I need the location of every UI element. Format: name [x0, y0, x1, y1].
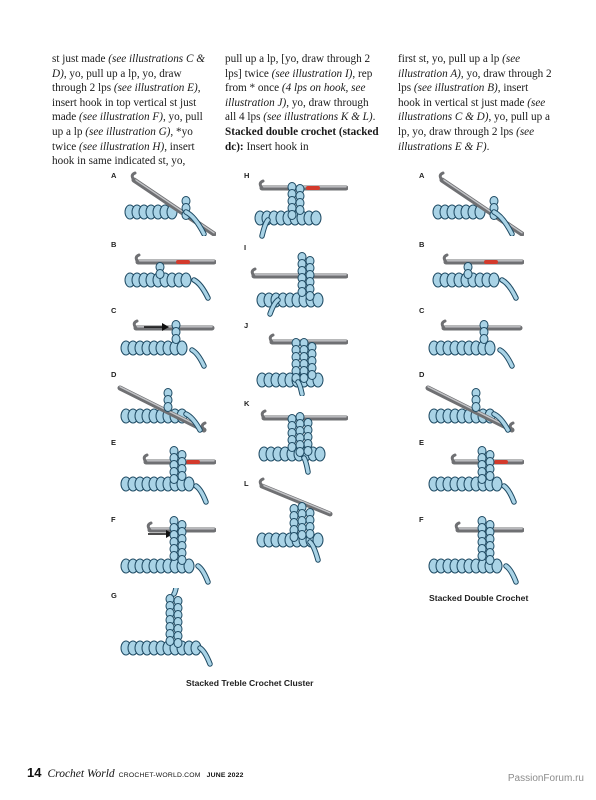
stitch-loop — [308, 371, 316, 380]
illustration-ref: (see illustration G) — [85, 125, 171, 138]
stitch-illustration-c — [424, 302, 524, 370]
hook-head — [452, 455, 455, 462]
hook-head — [444, 255, 447, 262]
figure-label: L — [244, 479, 249, 488]
stitch-loop — [296, 206, 304, 215]
stitch-illustration-d — [116, 366, 216, 434]
illustration-ref: (see illustrations E & F) — [398, 125, 535, 153]
hook-head — [260, 181, 263, 188]
illustration-ref: (see illustration H) — [79, 140, 165, 153]
text-run: , yo, pull up a lp, yo, draw through 2 lps — [398, 111, 550, 138]
stitch-loop — [478, 552, 486, 561]
stitch-loop — [478, 475, 486, 484]
hook-head — [144, 455, 147, 462]
stitch-loop — [472, 403, 480, 412]
stitch-illustration-f — [424, 508, 524, 588]
stitch-illustration-a — [424, 168, 524, 236]
text-column-1 — [52, 52, 207, 169]
column-1-paragraph — [52, 52, 207, 169]
stitch-illustration-k — [248, 396, 348, 476]
stitch-illustration-f — [116, 508, 216, 588]
illustration-ref: (see illustrations C & D) — [398, 96, 546, 124]
stitch-illustration-d — [424, 366, 524, 434]
hook-head — [148, 523, 151, 530]
text-run: pull up a lp, [yo, draw through 2 lps] twice — [225, 53, 371, 80]
hook-head — [132, 173, 135, 180]
stitch-loop — [298, 288, 306, 297]
text-run: , insert hook in top vertical st just made — [52, 82, 201, 124]
stitch-loop — [315, 447, 325, 461]
figure-label: D — [419, 370, 425, 379]
text-run: . — [372, 111, 376, 124]
stitch-loop — [296, 448, 304, 457]
stitch-illustration-g — [116, 588, 216, 668]
hook-head — [442, 321, 445, 328]
figure-label: F — [111, 515, 116, 524]
illustration-ref: (see illustration E) — [113, 82, 198, 95]
figure-caption: Stacked Treble Crochet Cluster — [186, 678, 314, 688]
text-run: , yo, pull up a lp — [52, 111, 203, 138]
stitch-loop — [288, 211, 296, 220]
stitch-loop — [178, 472, 186, 481]
text-run: , yo, draw through 2 lps — [398, 67, 552, 95]
hook-head — [252, 269, 255, 276]
issue-date: JUNE 2022 — [206, 772, 244, 779]
figure-label: C — [419, 306, 425, 315]
hook-head — [456, 523, 459, 530]
stitch-illustration-e — [424, 432, 524, 507]
figure-label: C — [111, 306, 117, 315]
stitch-loop — [306, 530, 314, 539]
column-2-paragraph — [225, 125, 380, 154]
figure-label: E — [111, 438, 117, 447]
figure-label: I — [244, 243, 247, 252]
figure-label: A — [419, 171, 425, 180]
text-run: Insert hook in — [246, 140, 309, 153]
stitch-loop — [290, 533, 298, 542]
hook-head — [270, 335, 273, 342]
figure-label: D — [111, 370, 117, 379]
illustration-ref: (4 lps on hook, see illustration J) — [225, 82, 366, 109]
illustration-ref: (see illustration A) — [398, 53, 521, 80]
stitch-loop — [156, 270, 164, 279]
stitch-loop — [164, 403, 172, 412]
figure-label: E — [419, 438, 425, 447]
hook-head — [134, 321, 137, 328]
yarn-strand — [174, 588, 176, 594]
text-run: , insert hook in same indicated st, yo, — [52, 140, 195, 168]
stitch-loop — [181, 273, 191, 287]
section-heading: Stacked double crochet (stacked dc): — [225, 125, 379, 153]
figure-caption: Stacked Double Crochet — [429, 593, 529, 603]
page-number: 14 — [27, 765, 42, 780]
stitch-loop — [298, 531, 306, 540]
website: CROCHET-WORLD.COM — [118, 772, 201, 779]
stitch-loop — [489, 273, 499, 287]
stitch-illustration-e — [116, 432, 216, 507]
text-run: , insert hook in vertical st just made — [398, 82, 529, 109]
text-column-2 — [225, 52, 380, 154]
figure-label: F — [419, 515, 424, 524]
stitch-loop — [480, 335, 488, 344]
hook-head — [510, 423, 513, 430]
hook-head — [202, 423, 205, 430]
stitch-loop — [178, 556, 186, 565]
stitch-illustration-i — [248, 240, 348, 318]
stitch-loop — [170, 552, 178, 561]
text-run: first st, yo, pull up a lp — [398, 53, 500, 65]
stitch-illustration-j — [248, 318, 348, 396]
text-run: , *yo twice — [52, 125, 193, 153]
stitch-illustration-b — [424, 236, 524, 304]
stitch-loop — [166, 637, 174, 646]
figure-label: H — [244, 171, 250, 180]
stitch-illustration-b — [116, 236, 216, 304]
text-run: , rep from * once — [225, 67, 373, 95]
figure-label: A — [111, 171, 117, 180]
watermark: PassionForum.ru — [507, 773, 584, 784]
stitch-loop — [288, 443, 296, 452]
hook-head — [440, 173, 443, 180]
stitch-illustration-a — [116, 168, 216, 236]
stitch-loop — [464, 270, 472, 279]
text-run: . — [486, 140, 490, 153]
figure-label: G — [111, 591, 117, 600]
text-run: st just made — [52, 53, 106, 65]
illustration-ref: (see illustrations C & D) — [52, 53, 205, 80]
stitch-illustration-l — [248, 476, 348, 568]
hook-head — [136, 255, 139, 262]
page-footer — [27, 765, 250, 781]
stitch-loop — [306, 292, 314, 301]
figure-label: J — [244, 321, 249, 330]
stitch-loop — [313, 293, 323, 307]
column-2-paragraph — [225, 52, 380, 125]
stitch-illustration-c — [116, 302, 216, 370]
column-3-paragraph — [398, 52, 553, 154]
text-run: , yo, draw through all 4 lps — [225, 96, 369, 124]
stitch-loop — [486, 472, 494, 481]
illustration-ref: (see illustration B) — [413, 82, 498, 95]
stitch-loop — [486, 556, 494, 565]
stitch-loop — [170, 475, 178, 484]
hook-head — [260, 479, 263, 486]
stitch-loop — [174, 639, 182, 648]
magazine-name: Crochet World — [47, 768, 115, 780]
stitch-loop — [172, 335, 180, 344]
text-run: , yo, pull up a lp, yo, draw through 2 lps — [52, 67, 182, 95]
stitch-loop — [304, 447, 312, 456]
stitch-illustration-h — [248, 168, 348, 240]
figure-label: K — [244, 399, 250, 408]
figure-label: B — [111, 240, 117, 249]
text-column-3 — [398, 52, 553, 154]
stitch-loop — [311, 211, 321, 225]
illustration-ref: (see illustration I) — [271, 67, 353, 80]
stitch-loop — [300, 374, 308, 383]
figure-label: B — [419, 240, 425, 249]
illustration-ref: (see illustration F) — [79, 111, 163, 124]
hook-head — [262, 411, 265, 418]
illustration-ref: (see illustrations K & L) — [263, 111, 373, 124]
